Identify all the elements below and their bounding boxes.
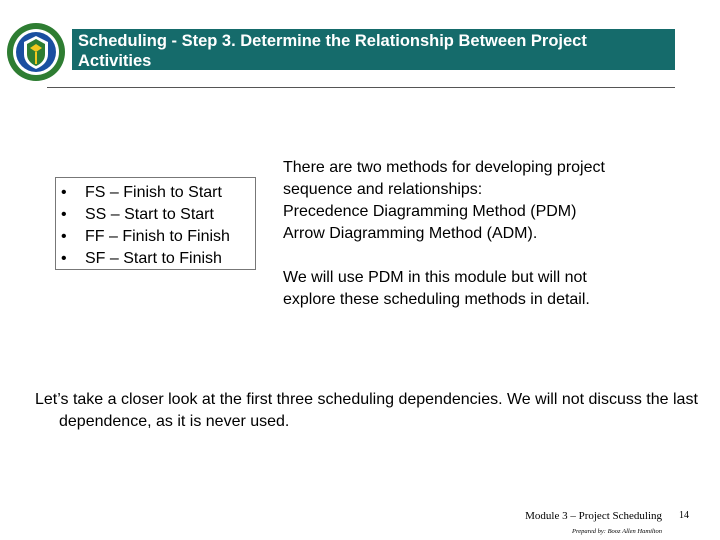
methods-line: Precedence Diagramming Method (PDM) [283,203,577,220]
department-of-energy-seal-icon [6,22,66,82]
dependency-types-list [56,178,255,270]
slide-title-line-1: Scheduling - Step 3. Determine the Relationship Between Project [78,32,587,50]
footer-module-label: Module 3 – Project Scheduling [525,510,662,522]
list-item [56,204,255,226]
methods-line: Arrow Diagramming Method (ADM). [283,225,538,242]
page-number: 14 [679,510,689,521]
list-item [56,226,255,248]
closer-look-paragraph: Let’s take a closer look at the first three scheduling dependencies. We will not discuss the last dependence, as it is never used. [35,391,698,430]
list-item [56,248,255,270]
slide-title-bar [72,29,675,70]
bullet: • [61,250,67,267]
module-note-line: explore these scheduling methods in detail. [283,291,590,308]
bullet: • [61,206,67,223]
footer-prepared-by: Prepared by: Booz Allen Hamilton [571,528,662,535]
dependency-label: SF – Start to Finish [85,250,222,267]
dependency-label: FF – Finish to Finish [85,228,230,245]
slide-title-line-2: Activities [78,52,152,70]
module-note-line: We will use PDM in this module but will not [283,269,587,286]
header-divider [47,87,675,88]
dependency-label: FS – Finish to Start [85,184,222,201]
methods-line: sequence and relationships: [283,181,483,198]
methods-line: There are two methods for developing project [283,159,605,176]
bullet: • [61,228,67,245]
methods-description [283,157,683,311]
paragraph-gap [283,245,683,267]
dependency-label: SS – Start to Start [85,206,214,223]
list-item [56,182,255,204]
dependency-types-box [55,177,256,270]
bullet: • [61,184,67,201]
